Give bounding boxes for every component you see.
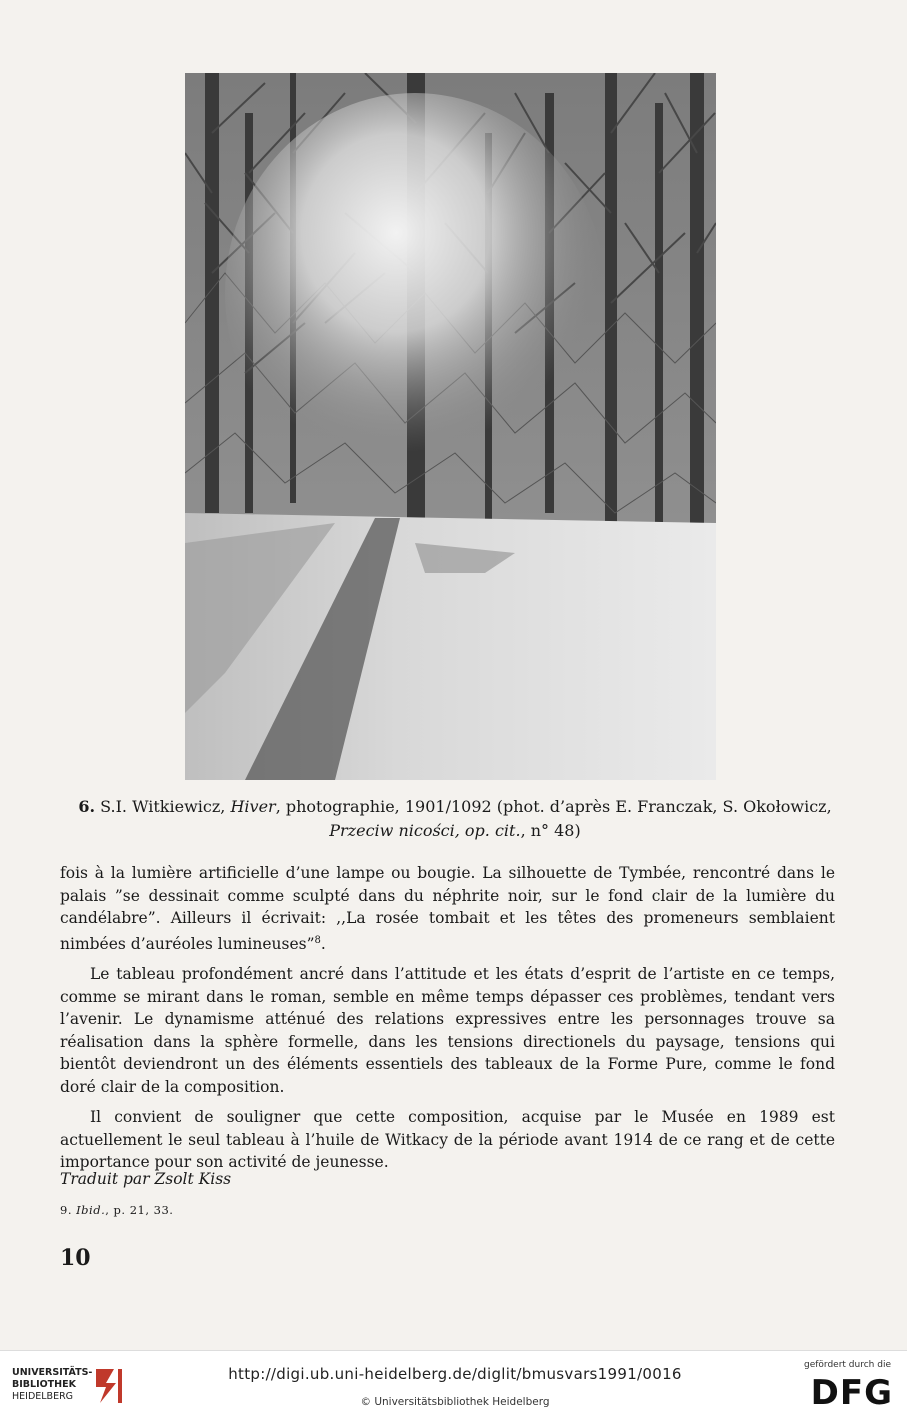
figure-caption	[60, 795, 850, 843]
figure-details: , photographie, 1901/1092 (phot. d’après E. Franczak, S. Okołowicz,	[275, 797, 832, 816]
funding-label: gefördert durch die	[804, 1360, 891, 1370]
figure-author: S.I. Witkiewicz,	[100, 797, 226, 816]
paragraph-2: Le tableau profondément ancré dans l’attitude et les états d’esprit de l’artiste en ce temps, comme se mirant dans le roman, semble en même temps dépasser ces problèmes, tendant vers l’avenir. Le dynamisme atténué des relations expressives entre les personnages trouve sa réalisation dans la sphère formelle, dans les tensions directionels du paysage, tensions qui bientôt deviendront un des éléments essentiels des tableaux de la Forme Pure, comme le fond doré clair de la composition.	[60, 965, 835, 1096]
page-number: 10	[60, 1245, 91, 1271]
footnote-ref: 8	[314, 934, 321, 946]
winter-photograph	[185, 73, 716, 780]
footer-bar	[0, 1350, 907, 1418]
dfg-logo[interactable]: DFG	[810, 1373, 893, 1413]
figure-ref: , n° 48)	[520, 821, 581, 840]
body-text	[60, 862, 835, 1182]
figure-title: Hiver	[230, 797, 276, 816]
permalink[interactable]: http://digi.ub.uni-heidelberg.de/diglit/bmusvars1991/0016	[228, 1365, 682, 1383]
translator-credit: Traduit par Zsolt Kiss	[60, 1170, 232, 1188]
figure-number: 6.	[78, 797, 96, 816]
footnote: 9. Ibid., p. 21, 33.	[60, 1203, 174, 1217]
library-logo[interactable]: UNIVERSITÄTS- BIBLIOTHEK HEIDELBERG	[12, 1367, 93, 1402]
copyright-notice: © Universitätsbibliothek Heidelberg	[360, 1396, 550, 1408]
figure-source: Przeciw nicości, op. cit.	[329, 821, 521, 840]
paragraph-3: Il convient de souligner que cette composition, acquise par le Musée en 1989 est actuellement le seul tableau à l’huile de Witkacy de la période avant 1914 de ce rang et de cette importance pour son activité de jeunesse.	[60, 1108, 835, 1172]
paragraph-1: fois à la lumière artificielle d’une lampe ou bougie. La silhouette de Tymbée, rencontré dans le palais ”se dessinait comme sculpté dans du néphrite noir, sur le fond clair de la lumière du candélabre”. Ailleurs il écrivait: ,,La rosée tombait et les têtes des promeneurs semblaient nimbées d’auréoles lumineuses”$^8$.	[60, 864, 835, 953]
library-emblem-icon	[92, 1363, 128, 1407]
